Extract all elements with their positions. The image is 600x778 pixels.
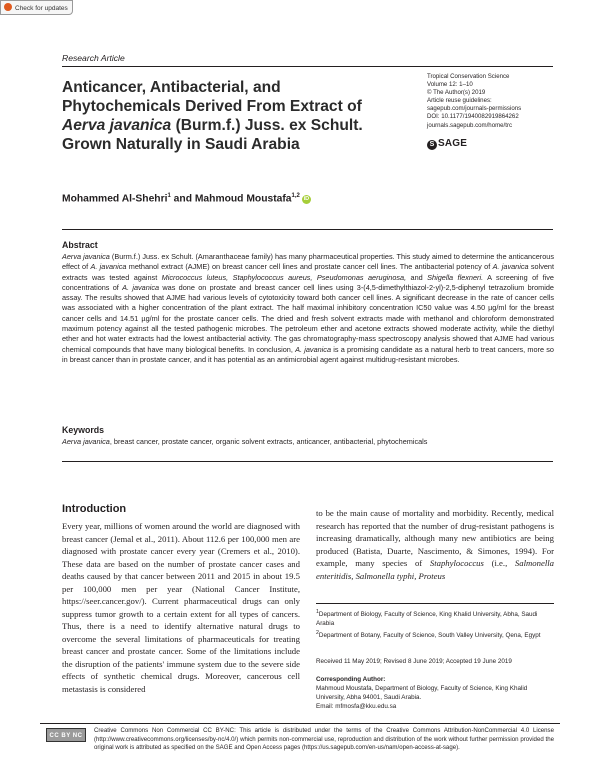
abstract-heading: Abstract <box>62 240 98 250</box>
keywords-heading: Keywords <box>62 425 105 435</box>
sage-logo-text: SAGE <box>438 138 468 149</box>
title-line-4: Grown Naturally in Saudi Arabia <box>62 136 300 153</box>
abstract-species-3: A. javanica <box>492 262 529 272</box>
title-line-1: Anticancer, Antibacterial, and <box>62 79 281 96</box>
sage-mark-icon: S <box>427 140 437 150</box>
affiliation-1-text: Department of Biology, Faculty of Science, King Khalid University, Abha, Saudi Arabia <box>316 611 538 627</box>
journal-home-link[interactable]: journals.sagepub.com/home/trc <box>427 121 513 129</box>
reuse-guidelines: Article reuse guidelines: <box>427 97 492 105</box>
abstract-species-2: A. javanica <box>90 262 127 272</box>
affiliations-divider <box>316 603 554 604</box>
abstract-part-6: was done on prostate and breast cancer cell lines using 3-(4,5-dimethylthiazol-2-yl)-2,5-diphenyl tetrazolium bromide assay. The results showed that AJME had various levels of cytotoxicity toward both cancer cell lines. A significant decrease in the rate of cancer cells was associated with a higher concentration of the plant extract. The half maximal inhibitory concentration IC50 value was 4.50 µg/ml for the breast cancer cells and 14.51 µg/ml for the prostate cancer cells. The dried and fresh solvent extracts made with methanol and chloroform demonstrated maximum potency against all the tested pathogenic microbes. The petroleum ether and acetone extracts showed moderate activity, while the diethyl ether and hot water extracts had the lowest antibacterial activity. The gas chromatography-mass spectroscopy analysis showed that AJME had various chemical compounds that have many biological benefits. In conclusion, <box>62 282 554 354</box>
corresponding-heading: Corresponding Author: <box>316 676 386 683</box>
title-line-3-rest: (Burm.f.) Juss. ex Schult. <box>171 117 363 134</box>
title-species: Aerva javanica <box>62 117 172 134</box>
header-divider <box>62 66 553 67</box>
abstract-part-7: is a promising candidate as a natural herb to treat cancers, more so in breast cancer than in prostate cancer, and it has potential as an antimicrobial agent against multidrug-resistant microbes. <box>62 344 554 364</box>
sage-logo <box>427 138 467 150</box>
keywords-list <box>62 437 554 447</box>
article-title <box>62 78 422 154</box>
affiliation-1 <box>316 608 556 629</box>
keywords-rest: , breast cancer, prostate cancer, organic solvent extracts, anticancer, antibacterial, phytochemicals <box>109 437 428 446</box>
title-line-3 <box>62 116 422 135</box>
journal-volume: Volume 12: 1–10 <box>427 81 473 89</box>
intro-right-species-1: Staphylococcus <box>429 558 484 568</box>
keyword-species: Aerva javanica <box>62 437 110 446</box>
abstract-part-4: and <box>406 272 428 282</box>
update-icon <box>4 3 12 11</box>
check-for-updates-badge[interactable] <box>0 0 73 15</box>
keywords-divider <box>62 461 553 462</box>
journal-meta <box>427 73 577 130</box>
affiliation-2 <box>316 629 556 641</box>
reuse-link[interactable]: sagepub.com/journals-permissions <box>427 105 522 113</box>
article-type: Research Article <box>62 53 125 63</box>
author-list <box>62 193 311 204</box>
abstract-part-3: solvent extracts was tested against <box>62 262 555 282</box>
abstract-species-5: Shigella flexneri. <box>427 272 484 282</box>
journal-name: Tropical Conservation Science <box>427 73 510 80</box>
corresponding-email[interactable]: Email: mfmosfa@kku.edu.sa <box>316 702 397 710</box>
title-line-2: Phytochemicals Derived From Extract of <box>62 98 362 115</box>
abstract-species-7: A. javanica <box>295 344 332 354</box>
intro-right-species-2: Salmonella enteritidis, Salmonella typhi, Proteus <box>316 558 554 581</box>
abstract-species-1: Aerva javanica <box>62 252 110 261</box>
license-text: Creative Commons Non Commercial CC BY-NC: This article is distributed under the terms of the Creative Commons Attribution-NonCommercial 4.0 License (http://www.creativecommons.org/licenses/by-nc/4.0/) which permits non-commercial use, reproduction and distribution of the work without further permission provided the original work is attributed as specified on the SAGE and Open Access pages (https://us.sagepub.com/en-us/nam/open-access-at-sage). <box>94 727 554 752</box>
abstract-part-1: (Burm.f.) Juss. ex Schult. (Amaranthaceae family) has many pharmaceutical properties. This study aimed to determine the anticancerous effect of <box>62 252 554 272</box>
author-1-affil: 1 <box>167 193 171 199</box>
orcid-icon[interactable]: iD <box>303 196 310 203</box>
cc-license-badge: CC BY NC <box>46 728 86 742</box>
abstract-species-4: Micrococcus luteus, Staphylococcus aureus, Pseudomonas aeruginosa, <box>161 272 407 282</box>
author-1: Mohammed Al-Shehri <box>62 193 168 205</box>
intro-right-text-b: (i.e., <box>483 558 515 568</box>
author-2: Mahmoud Moustafa <box>194 193 292 205</box>
intro-right-column <box>316 507 554 582</box>
abstract-part-5: A screening of five concentrations of <box>62 272 554 292</box>
affiliations <box>316 608 556 641</box>
abstract-part-2: methanol extract (AJME) on breast cancer cell lines and prostate cancer cell lines. The antibacterial potency of <box>126 262 493 272</box>
badge-label: Check for updates <box>15 5 68 12</box>
intro-left-column: Every year, millions of women around the world are diagnosed with breast cancer (Jemal et al., 2011). About 112.6 per 100,000 men are diagnosed with prostate cancer every year (Cremers et al., 2010). These data are based on the number of prostate cancer cases and deaths caused by that cancer between 2011 and 2015 in about 19.5 per 100,000 men per year (National Cancer Institute, https://seer.cancer.gov/). Current pharmaceutical drugs can only suppress tumor growth to a certain extent for all types of cancers. Thus, there is a need to identify alternative natural drugs to overcome the several limitations of pharmaceuticals for treating breast cancer and prostate cancer. Some of the limitations include the disruption of the patients' immune system due to the severe side effects of synthetic chemical drugs. Moreover, cancerous cell metastasis is considered <box>62 521 300 694</box>
received-dates: Received 11 May 2019; Revised 8 June 2019; Accepted 19 June 2019 <box>316 658 512 665</box>
affiliation-1-marker: 1 <box>316 609 319 615</box>
corresponding-author <box>316 685 556 711</box>
corresponding-name: Mahmoud Moustafa, Department of Biology, Faculty of Science, King Khalid University, Abha 94001, Saudi Arabia. <box>316 685 528 701</box>
abstract-text <box>62 252 554 365</box>
author-conjunction: and <box>170 193 195 205</box>
affiliation-2-marker: 2 <box>316 629 319 636</box>
footer-divider <box>40 723 560 724</box>
author-2-affil: 1,2 <box>291 193 300 199</box>
introduction-heading: Introduction <box>62 503 127 515</box>
copyright: © The Author(s) 2019 <box>427 89 486 97</box>
affiliation-2-text: Department of Botany, Faculty of Science, South Valley University, Qena, Egypt <box>318 631 541 639</box>
doi[interactable]: DOI: 10.1177/1940082919864262 <box>427 113 519 121</box>
abstract-species-6: A. javanica <box>122 282 160 292</box>
abstract-divider <box>62 229 553 230</box>
intro-right-text-a: to be the main cause of mortality and morbidity. Recently, medical research has reported that the number of drug-resistant pathogens is increasing dramatically, although many new antibiotics are being produced (Batista, Duarte, Nascimento, & Simones, 1994). For example, many species of <box>316 508 554 568</box>
